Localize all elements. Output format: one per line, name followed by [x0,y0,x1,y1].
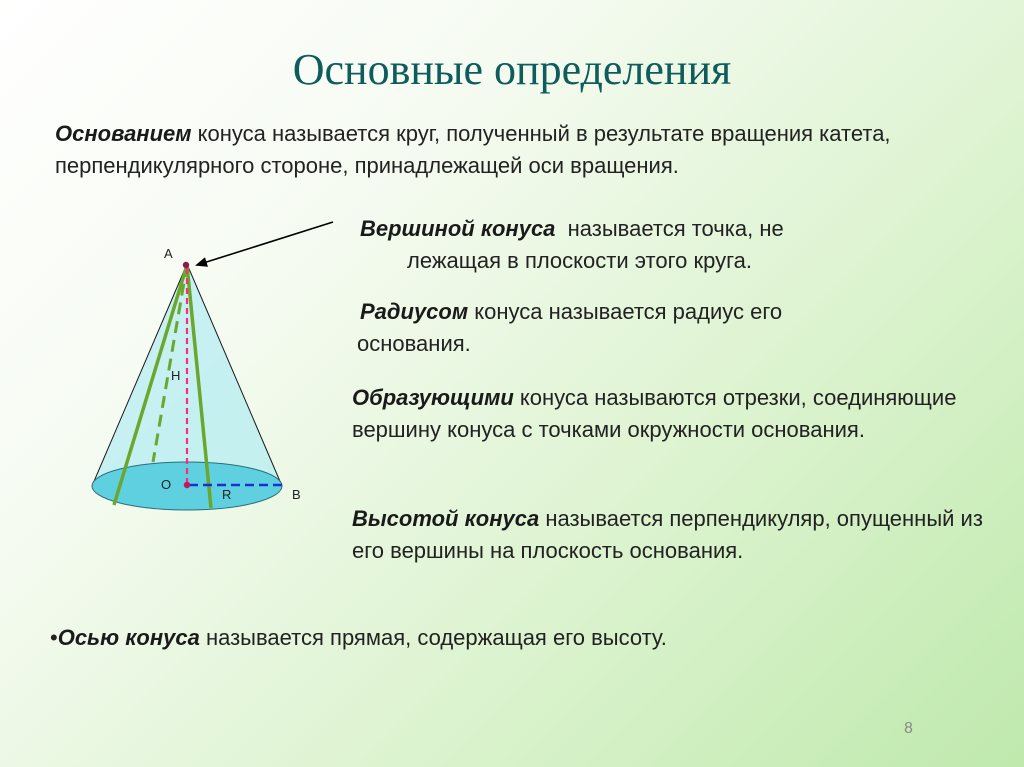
term-base: Основанием [55,121,192,146]
term-height: Высотой конуса [352,506,540,531]
center-point [184,482,190,488]
label-apex: A [164,246,173,261]
label-height: H [171,368,181,383]
definition-apex-text-2: лежащая в плоскости этого круга. [407,248,752,273]
definition-height-text: называется перпендикуляр, опущенный из его вершины на плоскость основания. [352,506,983,563]
definition-radius-text-2: основания. [357,331,471,356]
term-radius: Радиусом [360,299,469,324]
term-generators: Образующими [352,385,514,410]
label-center: O [161,477,172,492]
page-number: 8 [904,720,913,737]
definition-generators-text: конуса называются отрезки, соединяющие вершину конуса с точками окружности основания. [352,385,957,442]
slide-title: Основные определения [292,45,732,94]
definition-base-text: конуса называется круг, полученный в результате вращения катета, перпендикулярного стороне, принадлежащей оси вращения. [55,121,891,178]
term-apex: Вершиной конуса [360,216,556,241]
definition-axis-text: называется прямая, содержащая его высоту. [199,625,667,650]
apex-point [183,262,189,268]
pointer-arrow [197,222,333,265]
label-point-b: B [292,487,301,502]
bullet: • [50,625,58,650]
label-radius: R [222,487,232,502]
definition-apex-text-1: называется точка, не [555,216,784,241]
definition-radius-text-1: конуса называется радиус его [468,299,783,324]
term-axis: Осью конуса [57,625,200,650]
